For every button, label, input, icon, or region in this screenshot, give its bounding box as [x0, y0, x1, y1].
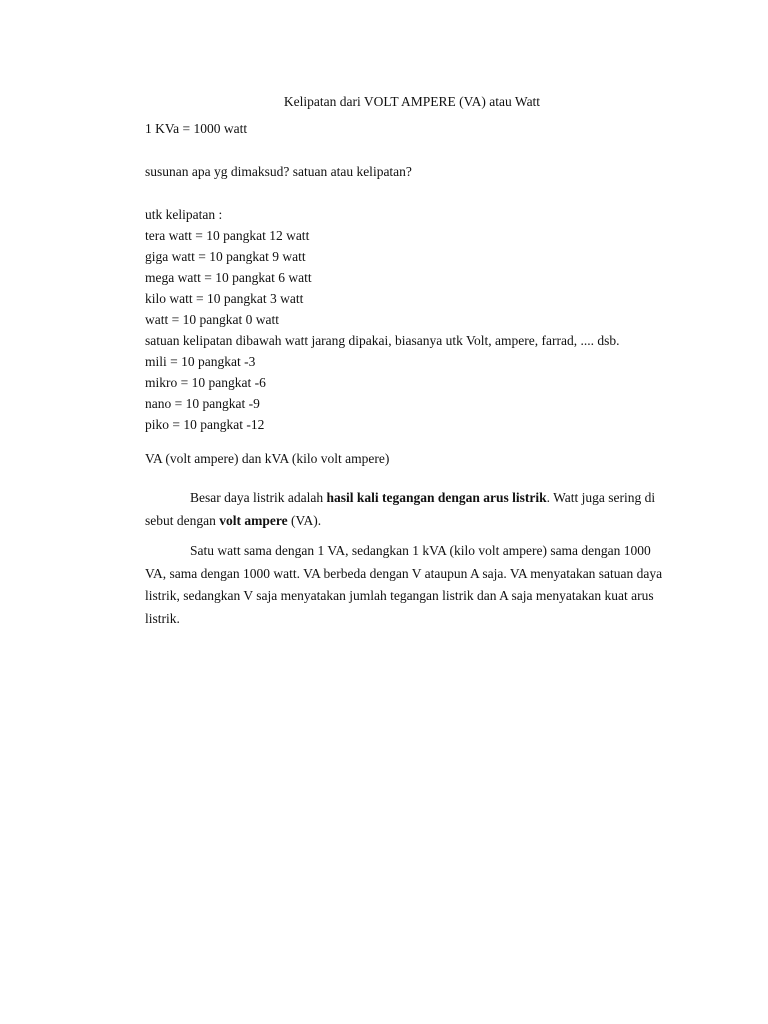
paragraph-1-text: . Watt juga sering di sebut dengan	[145, 490, 656, 528]
paragraph-1-text: (VA).	[287, 512, 322, 528]
question-line: susunan apa yg dimaksud? satuan atau kelipatan?	[145, 164, 412, 179]
paragraph-1-text: Besar daya listrik adalah	[190, 490, 327, 505]
multiple-item: piko = 10 pangkat -12	[145, 417, 265, 432]
paragraph-2-text: Satu watt sama dengan 1 VA, sedangkan 1 kVA (kilo volt ampere) sama dengan 1000 VA, sama dengan 1000 watt. VA berbeda dengan V ataupun A saja. VA menyatakan satuan daya listrik, sedangkan V saja menyatakan jumlah tegangan listrik dan A saja menyatakan kuat arus listrik.	[145, 543, 663, 626]
multiple-item: giga watt = 10 pangkat 9 watt	[145, 249, 306, 264]
multiple-item: kilo watt = 10 pangkat 3 watt	[145, 291, 304, 306]
paragraph-1-bold: volt ampere	[219, 512, 288, 528]
multiple-item: watt = 10 pangkat 0 watt	[145, 312, 279, 327]
multiple-item: mikro = 10 pangkat -6	[145, 375, 266, 390]
intro-line: 1 KVa = 1000 watt	[145, 121, 248, 136]
paragraph-2	[145, 540, 670, 630]
multiples-heading: utk kelipatan :	[145, 207, 223, 222]
multiple-note: satuan kelipatan dibawah watt jarang dipakai, biasanya utk Volt, ampere, farrad, .... dsb.	[145, 333, 620, 348]
document-title: Kelipatan dari VOLT AMPERE (VA) atau Watt	[283, 94, 541, 109]
multiple-item: tera watt = 10 pangkat 12 watt	[145, 228, 310, 243]
multiple-item: nano = 10 pangkat -9	[145, 396, 260, 411]
paragraph-1	[145, 487, 670, 532]
paragraph-1-bold: hasil kali tegangan dengan arus listrik	[326, 490, 547, 505]
section-heading: VA (volt ampere) dan kVA (kilo volt ampere)	[145, 451, 390, 466]
multiple-item: mili = 10 pangkat -3	[145, 354, 256, 369]
multiple-item: mega watt = 10 pangkat 6 watt	[145, 270, 312, 285]
